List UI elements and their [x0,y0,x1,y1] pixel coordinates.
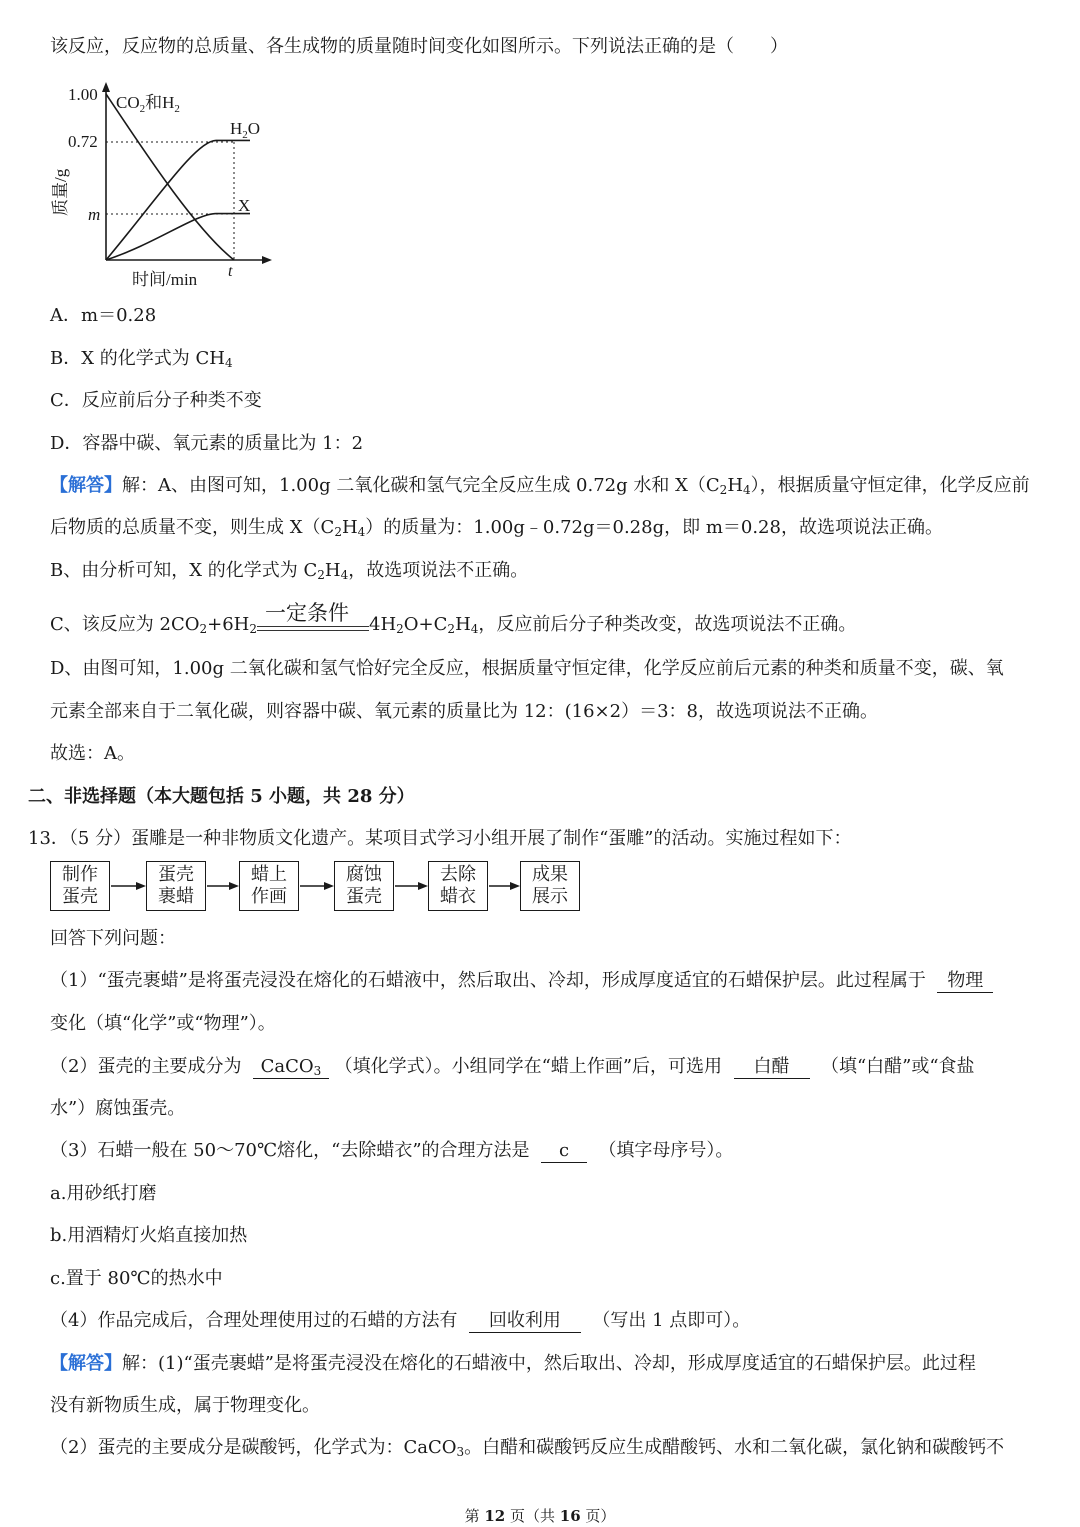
option-d: D．容器中碳、氧元素的质量比为 1：2 [50,433,364,454]
option-b: B．X 的化学式为 $CH_4$ [50,348,233,370]
option-a-sanding: a.用砂纸打磨 [50,1183,157,1204]
x-tick-t: t [228,263,233,280]
flow-step-2: 蛋壳 裹蜡 [146,861,206,911]
y-tick-1: 1.00 [68,85,98,104]
solution-a-line-1: 【解答】解：A、由图可知，1.00g 二氧化碳和氢气完全反应生成 0.72g 水和 $X(C_2H_4)$，根据质量守恒定律，化学反应前 [50,475,1030,497]
series-label-h2o: $H_2O$ [230,119,261,141]
series-label-co2-h2: $CO_2$和$H_2$ [116,93,180,115]
q13-solution-1: 【解答】解：(1)“蛋壳裹蜡”是将蛋壳浸没在熔化的石蜡液中，然后取出、冷却，形成厚度适宜的石蜡保护层。此过程 [50,1353,976,1374]
option-c-hot-water: c.置于 80℃的热水中 [50,1268,223,1289]
question-13-prompt: 回答下列问题： [50,928,176,949]
process-flow [50,861,590,915]
series-line-co2-h2 [106,94,234,260]
y-axis-label: 质量/g [51,168,70,216]
question-12-intro: 该反应，反应物的总质量、各生成物的质量随时间变化如图所示。下列说法正确的是（ ） [50,36,788,57]
flow-step-5: 去除 蜡衣 [428,861,488,911]
q13-solution-2: （2）蛋壳的主要成分是碳酸钙，化学式为：CaCO$_3$。白醋和碳酸钙反应生成醋酸钙、水和二氧化碳，氯化钠和碳酸钙不 [50,1437,1005,1459]
page-footer: 第 12 页（共 16 页） [464,1507,616,1525]
sub-question-4: （4）作品完成后，合理处理使用过的石蜡的方法有 回收利用 （写出 1 点即可）。 [50,1310,751,1331]
x-axis-label: 时间/min [132,270,198,289]
answer-tag-2: 【解答】 [50,1353,122,1374]
sub-question-2: （2）蛋壳的主要成分为 CaCO$_3$ （填化学式）。小组同学在“蜡上作画”后，可选用 白醋 （填“白醋”或“食盐 [50,1056,975,1078]
answer-tag: 【解答】 [50,475,122,496]
option-c: C．反应前后分子种类不变 [50,390,262,411]
q13-solution-1-cont: 没有新物质生成，属于物理变化。 [50,1395,320,1416]
answer-blank-4: c [541,1140,587,1163]
sub-question-2-cont: 水”）腐蚀蛋壳。 [50,1098,186,1119]
option-a: A．m＝0.28 [50,305,157,326]
y-tick-3: m [88,205,101,224]
section-2-heading: 二、非选择题（本大题包括 5 小题，共 28 分） [28,786,415,807]
solution-d-line-1: D、由图可知，1.00g 二氧化碳和氢气恰好完全反应，根据质量守恒定律，化学反应前后元素的种类和质量不变，碳、氧 [50,658,1004,679]
flow-arrows [50,861,590,915]
final-choice: 故选：A。 [50,743,135,764]
series-line-x [106,214,250,260]
flow-step-1: 制作 蛋壳 [50,861,110,911]
series-line-h2o [106,140,250,260]
sub-question-1: （1）“蛋壳裹蜡”是将蛋壳浸没在熔化的石蜡液中，然后取出、冷却，形成厚度适宜的石蜡保护层。此过程属于 物理 [50,968,993,994]
solution-a-line-2: 后物质的总质量不变，则生成 $X(C_2H_4)$的质量为：1.00g﹣0.72g＝0.28g，即 m＝0.28，故选项说法正确。 [50,517,943,539]
flow-step-3: 蜡上 作画 [239,861,299,911]
solution-b: B、由分析可知，X 的化学式为 $C_2H_4$，故选项说法不正确。 [50,560,529,582]
y-tick-2: 0.72 [68,132,98,151]
answer-blank-1: 物理 [937,970,993,993]
x-axis-arrow [262,256,272,264]
solution-c: C、该反应为 $2CO_2+6H_2$ 一定条件 $4H_2O+C_2H_4$，反应前后分子种类改变，故选项说法不正确。 [50,601,857,636]
y-axis-arrow [102,82,110,92]
series-label-x: X [238,196,251,215]
flow-step-6: 成果 展示 [520,861,580,911]
mass-time-chart [40,80,280,295]
sub-question-1-cont: 变化（填“化学”或“物理”）。 [50,1013,276,1034]
answer-blank-2: CaCO$_3$ [253,1056,329,1079]
sub-question-3: （3）石蜡一般在 50～70℃熔化，“去除蜡衣”的合理方法是 c （填字母序号）。 [50,1140,734,1161]
answer-blank-5: 回收利用 [469,1310,581,1333]
flow-step-4: 腐蚀 蛋壳 [334,861,394,911]
solution-d-line-2: 元素全部来自于二氧化碳，则容器中碳、氧元素的质量比为 12：(16×2）＝3：8，故选项说法不正确。 [50,701,878,722]
question-13-stem: 13．（5 分）蛋雕是一种非物质文化遗产。某项目式学习小组开展了制作“蛋雕”的活动。实施过程如下： [28,828,852,849]
reaction-condition: 一定条件 [257,612,369,638]
option-b-flame: b.用酒精灯火焰直接加热 [50,1225,248,1246]
answer-blank-3: 白醋 [734,1056,810,1079]
